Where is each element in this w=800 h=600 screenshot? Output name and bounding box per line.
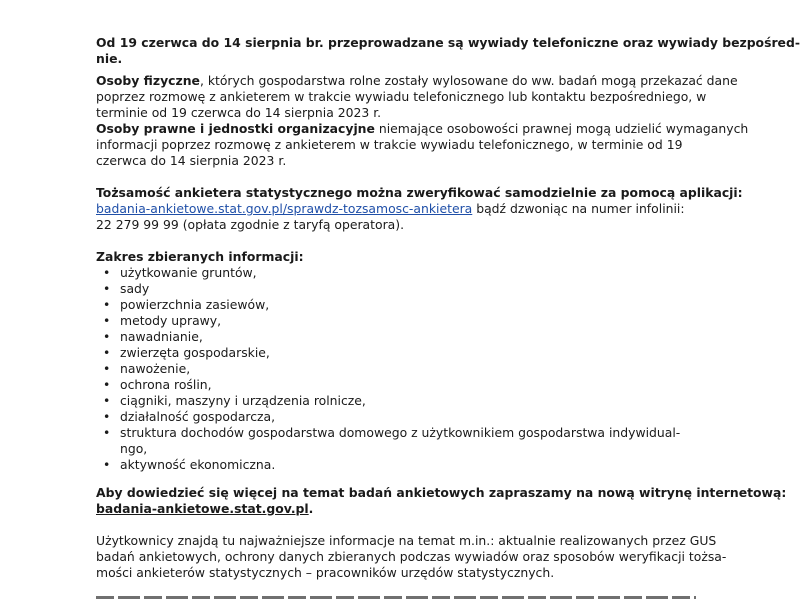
list-item: • ciągniki, maszyny i urządzenia rolnicze, <box>103 393 366 408</box>
natural-persons-label: Osoby fizyczne <box>96 73 200 88</box>
natural-persons-line-3: terminie od 19 czerwca do 14 sierpnia 2023 r. <box>96 105 382 120</box>
intro-paragraph <box>96 35 800 67</box>
intro-line-2: nie. <box>96 51 123 66</box>
verification-hotline: 22 279 99 99 (opłata zgodnie z taryfą operatora). <box>96 217 405 232</box>
natural-persons-line-1: , których gospodarstwa rolne zostały wylosowane do ww. badań mogą przekazać dane <box>199 73 738 88</box>
users-line-2: badań ankietowych, ochrony danych zbieranych podczas wywiadów oraz sposobów weryfikacji tożsa- <box>96 549 727 564</box>
natural-persons-paragraph <box>96 73 738 121</box>
scope-list-container <box>100 265 700 473</box>
list-item: • działalność gospodarcza, <box>103 409 276 424</box>
users-line-3: mości ankieterów statystycznych – pracowników urzędów statystycznych. <box>96 565 555 580</box>
bullet-icon: • <box>103 457 111 472</box>
bullet-icon: • <box>103 425 111 440</box>
bullet-icon: • <box>103 297 111 312</box>
verification-paragraph <box>96 185 743 233</box>
bullet-icon: • <box>103 345 111 360</box>
website-link[interactable]: badania-ankietowe.stat.gov.pl <box>96 501 309 516</box>
list-item: • nawadnianie, <box>103 329 203 344</box>
list-item: • ochrona roślin, <box>103 377 212 392</box>
legal-persons-line-2: informacji poprzez rozmowę z ankieterem w trakcie wywiadu telefonicznego, w terminie od 19 <box>96 137 683 152</box>
verification-link[interactable]: badania-ankietowe.stat.gov.pl/sprawdz-tozsamosc-ankietera <box>96 201 473 216</box>
verification-heading: Tożsamość ankietera statystycznego można zweryfikować samodzielnie za pomocą aplikacji: <box>96 185 743 200</box>
bullet-icon: • <box>103 393 111 408</box>
legal-persons-label: Osoby prawne i jednostki organizacyjne <box>96 121 375 136</box>
bullet-icon: • <box>103 329 111 344</box>
bullet-icon: • <box>103 377 111 392</box>
users-paragraph <box>96 533 727 581</box>
list-item: • użytkowanie gruntów, <box>103 265 257 280</box>
legal-persons-line-3: czerwca do 14 sierpnia 2023 r. <box>96 153 287 168</box>
intro-line-1: Od 19 czerwca do 14 sierpnia br. przeprowadzane są wywiady telefoniczne oraz wywiady bezpośred- <box>96 35 800 50</box>
list-item: • struktura dochodów gospodarstwa domowego z użytkownikiem gospodarstwa indywidual- <box>103 425 681 440</box>
natural-persons-line-2: poprzez rozmowę z ankieterem w trakcie wywiadu telefonicznego lub kontaktu bezpośredniego, w <box>96 89 707 104</box>
list-item: • sady <box>103 281 150 296</box>
legal-persons-line-1: niemające osobowości prawnej mogą udzielić wymaganych <box>374 121 749 136</box>
bullet-icon: • <box>103 265 111 280</box>
cut-off-footer-line <box>96 594 696 600</box>
bullet-icon: • <box>103 281 111 296</box>
list-item: • powierzchnia zasiewów, <box>103 297 270 312</box>
bullet-icon: • <box>103 313 111 328</box>
more-info-paragraph: Aby dowiedzieć się więcej na temat badań ankietowych zapraszamy na nową witrynę internetową: badania-ankietowe.stat.gov.pl. <box>96 485 787 516</box>
list-item-continuation: ngo, <box>120 441 148 456</box>
bullet-icon: • <box>103 409 111 424</box>
list-item: • zwierzęta gospodarskie, <box>103 345 270 360</box>
list-item: • aktywność ekonomiczna. <box>103 457 276 472</box>
more-info-heading: Aby dowiedzieć się więcej na temat badań ankietowych zapraszamy na nową witrynę internetową: <box>96 485 787 500</box>
legal-persons-paragraph <box>96 121 749 169</box>
scope-heading: Zakres zbieranych informacji: <box>96 249 304 264</box>
bullet-icon: • <box>103 361 111 376</box>
list-item: • metody uprawy, <box>103 313 222 328</box>
list-item: • nawożenie, <box>103 361 191 376</box>
scope-list <box>100 265 700 473</box>
users-line-1: Użytkownicy znajdą tu najważniejsze informacje na temat m.in.: aktualnie realizowanych przez GUS <box>96 533 717 548</box>
verification-line-2: bądź dzwoniąc na numer infolinii: <box>472 201 685 216</box>
